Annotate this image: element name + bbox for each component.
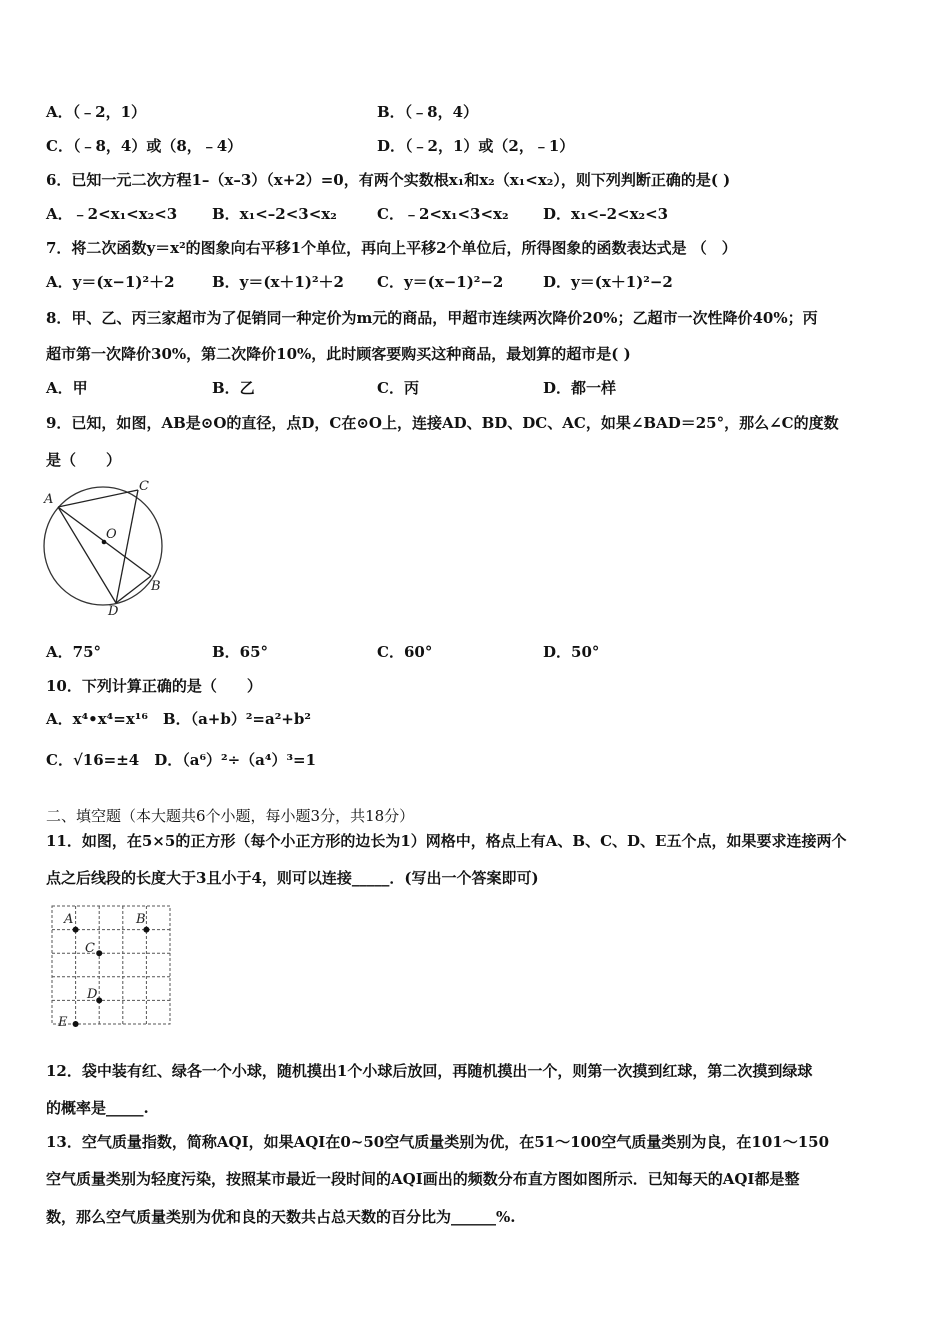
- label-c: C: [139, 479, 149, 494]
- point-e: [73, 1021, 79, 1027]
- q9-stem-line1: 9．已知，如图，AB是⊙O的直径，点D，C在⊙O上，连接AD、BD、DC、AC，如果∠BAD＝25°，那么∠C的度数: [46, 414, 839, 432]
- q9-stem-line2: 是（ ）: [46, 451, 122, 469]
- label-d: D: [87, 987, 98, 1002]
- point-b: [143, 927, 149, 933]
- q8-option-d: D．都一样: [543, 379, 617, 397]
- q7-option-c: C．y＝(x−1)²−2: [377, 273, 504, 291]
- q5-option-a: A．（﹣2，1）: [46, 103, 147, 121]
- q10-options-cd: C．√16=±4 D．（a⁶）²÷（a⁴）³=1: [46, 751, 317, 769]
- q11-stem-line2: 点之后线段的长度大于3且小于4，则可以连接_____．(写出一个答案即可): [46, 869, 539, 887]
- q7-option-a: A．y＝(x−1)²＋2: [46, 273, 175, 291]
- q8-stem-line1: 8．甲、乙、丙三家超市为了促销同一种定价为m元的商品，甲超市连续两次降价20%；乙超市一次性降价40%；丙: [46, 309, 818, 327]
- q8-option-b: B．乙: [212, 379, 255, 397]
- q10-stem: 10．下列计算正确的是（ ）: [46, 677, 262, 695]
- q12-stem-line2: 的概率是_____.: [46, 1099, 149, 1117]
- q13-stem-line3: 数，那么空气质量类别为优和良的天数共占总天数的百分比为______%.: [46, 1208, 516, 1226]
- q9-option-c: C．60°: [377, 643, 433, 661]
- circle-diagram: [40, 476, 175, 621]
- q12-stem-line1: 12．袋中装有红、绿各一个小球，随机摸出1个小球后放回，再随机摸出一个，则第一次摸到红球，第二次摸到绿球: [46, 1062, 813, 1080]
- q13-stem-line2: 空气质量类别为轻度污染，按照某市最近一段时间的AQI画出的频数分布直方图如图所示．已知每天的AQI都是整: [46, 1170, 800, 1188]
- point-a: [73, 927, 79, 933]
- label-e: E: [58, 1015, 68, 1028]
- label-o: O: [106, 527, 117, 542]
- q6-option-b: B．x₁<–2<3<x₂: [212, 205, 337, 223]
- q6-option-a: A．﹣2<x₁<x₂<3: [46, 205, 178, 223]
- q8-stem-line2: 超市第一次降价30%，第二次降价10%，此时顾客要购买这种商品，最划算的超市是( ): [46, 345, 631, 363]
- q5-option-c: C．（﹣8，4）或（8，﹣4）: [46, 137, 243, 155]
- q11-stem-line1: 11．如图，在5×5的正方形（每个小正方形的边长为1）网格中，格点上有A、B、C、D、E五个点，如果要求连接两个: [46, 832, 847, 850]
- q13-stem-line1: 13．空气质量指数，简称AQI，如果AQI在0~50空气质量类别为优，在51～100空气质量类别为良，在101～150: [46, 1133, 830, 1151]
- q5-option-b: B．（﹣8，4）: [377, 103, 479, 121]
- q8-option-c: C．丙: [377, 379, 419, 397]
- q7-stem: 7．将二次函数y＝x²的图象向右平移1个单位，再向上平移2个单位后，所得图象的函数表达式是 （ ）: [46, 239, 737, 257]
- label-c: C: [85, 941, 95, 956]
- segment-ac: [58, 490, 138, 507]
- label-b: B: [136, 912, 146, 927]
- q6-stem: 6．已知一元二次方程1–（x–3）（x+2）=0，有两个实数根x₁和x₂（x₁<x₂），则下列判断正确的是( ): [46, 171, 731, 189]
- q7-option-b: B．y＝(x＋1)²＋2: [212, 273, 344, 291]
- q9-option-d: D．50°: [543, 643, 600, 661]
- q8-option-a: A．甲: [46, 379, 88, 397]
- label-d: D: [108, 604, 119, 619]
- segment-bd: [116, 576, 151, 603]
- label-b: B: [151, 579, 161, 594]
- q9-option-a: A．75°: [46, 643, 102, 661]
- label-a: A: [44, 492, 54, 507]
- label-a: A: [64, 912, 74, 927]
- q7-option-d: D．y＝(x＋1)²−2: [543, 273, 673, 291]
- q6-option-d: D．x₁<–2<x₂<3: [543, 205, 669, 223]
- point-c: [96, 950, 102, 956]
- q6-option-c: C．﹣2<x₁<3<x₂: [377, 205, 509, 223]
- circle-o: [44, 487, 162, 605]
- grid-diagram: [44, 902, 174, 1028]
- q5-option-d: D．（﹣2，1）或（2，﹣1）: [377, 137, 575, 155]
- segment-ad: [58, 507, 116, 603]
- q10-options-ab: A．x⁴•x⁴=x¹⁶ B．（a+b）²=a²+b²: [46, 710, 311, 728]
- q9-option-b: B．65°: [212, 643, 269, 661]
- section-2-title: 二、填空题（本大题共6个小题，每小题3分，共18分）: [46, 807, 415, 825]
- segment-dc: [116, 490, 138, 603]
